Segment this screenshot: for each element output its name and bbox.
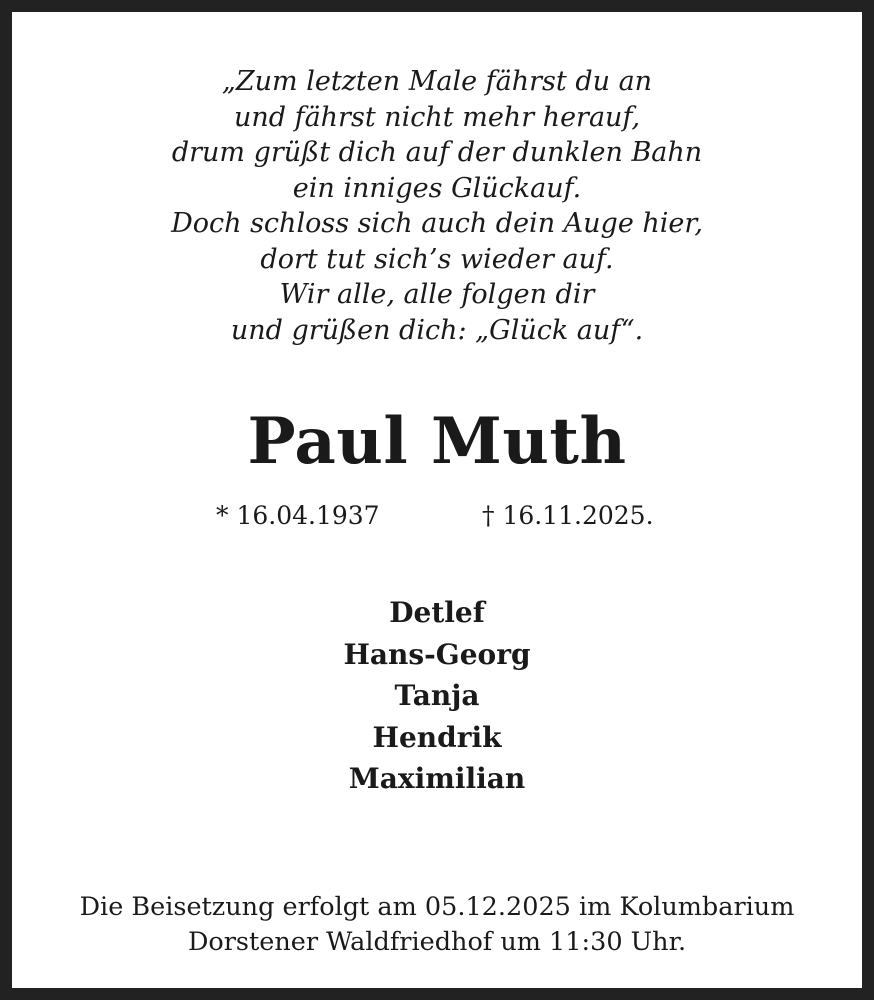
poem-line: ein inniges Glückauf. <box>292 172 582 204</box>
poem-line: und fährst nicht mehr herauf, <box>233 101 641 133</box>
poem-line: und grüßen dich: „Glück auf“. <box>230 314 644 346</box>
family-member: Maximilian <box>348 762 526 795</box>
family-member: Detlef <box>389 596 485 629</box>
death-date: † 16.11.2025. <box>482 501 654 530</box>
family-member: Hendrik <box>372 720 502 754</box>
poem-line: „Zum letzten Male fährst du an <box>221 66 653 97</box>
poem-line: drum grüßt dich auf der dunklen Bahn <box>171 137 703 168</box>
family-member: Tanja <box>394 679 480 712</box>
poem-line: Wir alle, alle folgen dir <box>279 279 595 310</box>
poem-line: Doch schloss sich auch dein Auge hier, <box>171 208 703 239</box>
birth-date: * 16.04.1937 <box>216 501 380 530</box>
burial-notice-line: Die Beisetzung erfolgt am 05.12.2025 im Kolumbarium <box>79 892 795 922</box>
poem <box>12 64 862 348</box>
deceased-name: Paul Muth <box>247 404 627 479</box>
family-member: Hans-Georg <box>343 637 531 671</box>
life-dates <box>12 496 862 536</box>
burial-notice <box>12 890 862 960</box>
family-list <box>12 592 862 800</box>
burial-notice-line: Dorstener Waldfriedhof um 11:30 Uhr. <box>187 927 687 957</box>
poem-line: dort tut sich’s wieder auf. <box>260 243 614 275</box>
